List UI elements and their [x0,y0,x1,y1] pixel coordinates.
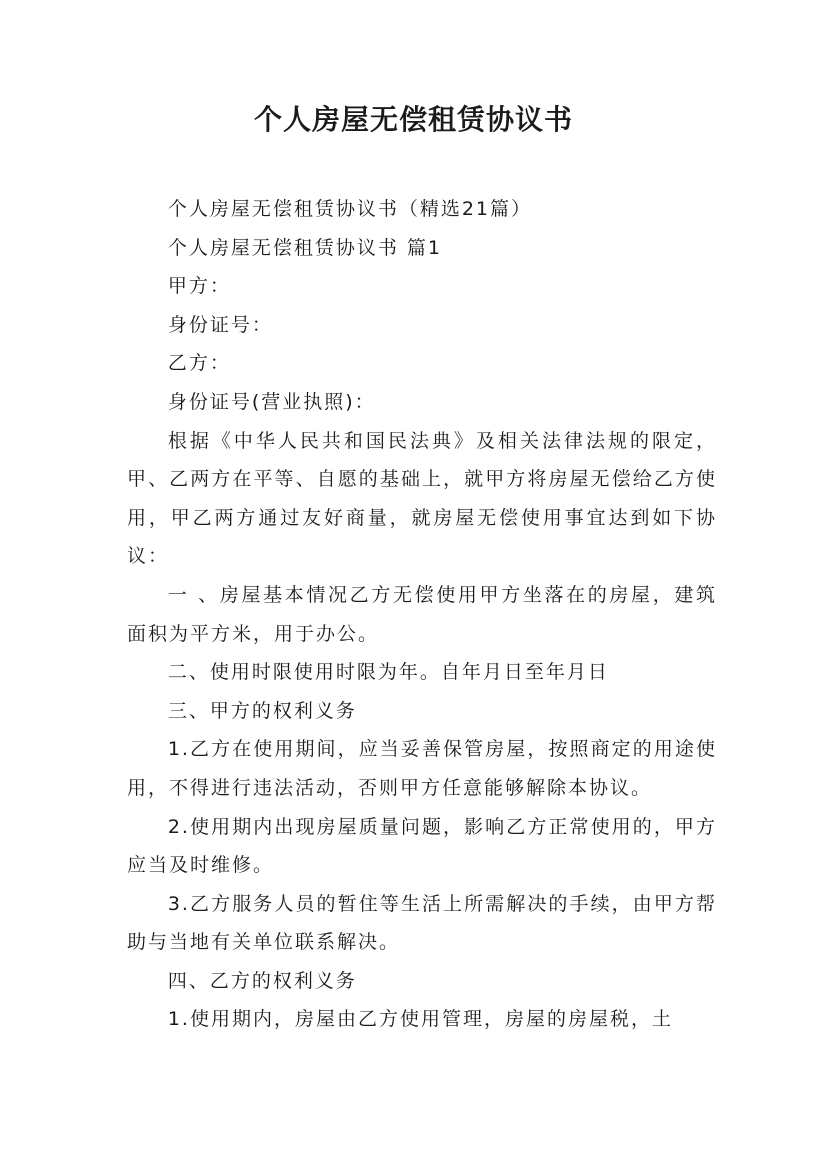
document-body [127,190,717,1039]
paragraph: 个人房屋无偿租赁协议书 篇1 [167,236,442,259]
paragraph: 个人房屋无偿租赁协议书（精选21篇） [167,198,533,220]
paragraph: 乙方： [167,352,231,375]
paragraph: 2.使用期内出现房屋质量问题，影响乙方正常使用的，甲方应当及时维修。 [127,815,717,877]
paragraph: 四、乙方的权利义务 [167,969,357,992]
paragraph: 一 、房屋基本情况乙方无偿使用甲方坐落在的房屋，建筑面积为平方米，用于办公。 [127,583,717,645]
document-title: 个人房屋无偿租赁协议书 [253,103,573,136]
paragraph: 1.乙方在使用期间，应当妥善保管房屋，按照商定的用途使用，不得进行违法活动，否则甲方任意能够解除本协议。 [127,738,717,799]
paragraph: 身份证号： [167,313,273,336]
paragraph: 身份证号(营业执照)： [167,390,376,413]
paragraph: 3.乙方服务人员的暂住等生活上所需解决的手续，由甲方帮助与当地有关单位联系解决。 [127,892,717,954]
paragraph: 根据《中华人民共和国民法典》及相关法律法规的限定，甲、乙两方在平等、自愿的基础上，就甲方将房屋无偿给乙方使用，甲乙两方通过友好商量，就房屋无偿使用事宜达到如下协议： [127,429,717,568]
paragraph: 1.使用期内，房屋由乙方使用管理，房屋的房屋税，土 [167,1008,673,1031]
paragraph: 三、甲方的权利义务 [167,699,357,722]
paragraph: 二、使用时限使用时限为年。自年月日至年月日 [167,661,609,684]
paragraph: 甲方： [167,275,231,298]
